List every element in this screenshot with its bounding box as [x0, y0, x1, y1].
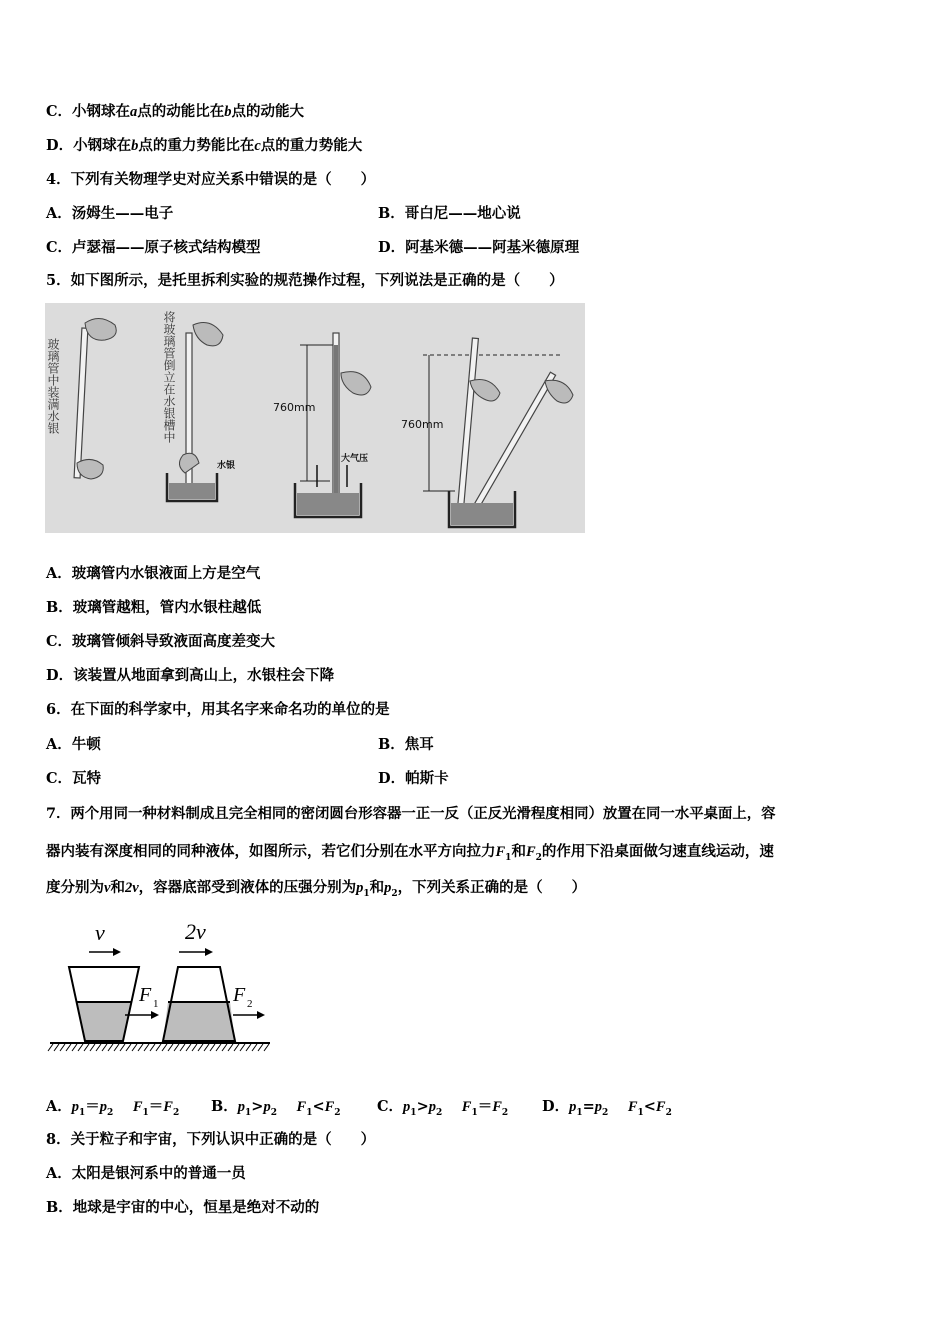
relation: < — [312, 1098, 325, 1115]
text: 和 — [511, 843, 526, 860]
q7-options-row — [46, 1097, 672, 1123]
option-label: A． — [46, 1098, 72, 1115]
option-label: C． — [46, 103, 73, 120]
label-f2: F — [233, 984, 246, 1006]
text: 小钢球在 — [73, 137, 132, 154]
text: 小钢球在 — [72, 103, 131, 120]
sub: 1 — [505, 852, 512, 863]
option-label: D． — [46, 137, 74, 154]
label-f2-sub: 2 — [247, 998, 253, 1010]
var-f1: F — [495, 844, 506, 860]
label-760mm-right: 760mm — [401, 418, 444, 431]
var-c: c — [254, 138, 261, 154]
label-fill-tube: 玻璃管中装满水银 — [46, 338, 60, 434]
q5-option-a: A．玻璃管内水银液面上方是空气 — [46, 565, 261, 582]
q7-option-b: B．$p_1>p_2$ $F_1<F_2$ — [211, 1098, 341, 1118]
sub: 1 — [363, 888, 370, 899]
label-v: v — [95, 920, 105, 945]
text: 和 — [369, 879, 385, 896]
var-b: b — [131, 138, 139, 154]
q7-stem-line3 — [46, 878, 586, 904]
q6-option-a: A．牛顿 — [46, 736, 101, 753]
text: 点的动能大 — [231, 103, 305, 120]
ground-hatch — [48, 1044, 269, 1051]
q7-stem-line1: 7．两个用同一种材料制成且完全相同的密闭圆台形容器一正一反（正反光滑程度相同）放置在同一水平桌面上，容 — [46, 805, 776, 822]
label-invert-tube: 将玻璃管倒立在水银槽中 — [162, 311, 176, 443]
var-2v: 2v — [124, 880, 139, 896]
q5-option-c: C．玻璃管倾斜导致液面高度差变大 — [46, 633, 276, 650]
q6-stem: 6．在下面的科学家中，用其名字来命名功的单位的是 — [46, 701, 390, 718]
q5-stem: 5．如下图所示，是托里拆利实验的规范操作过程，下列说法是正确的是（ ） — [46, 272, 564, 289]
q4-option-c: C．卢瑟福——原子核式结构模型 — [46, 239, 261, 256]
text: 点的重力势能比在 — [138, 137, 255, 154]
var-f2: F — [525, 844, 536, 860]
q6-option-c: C．瓦特 — [46, 770, 102, 787]
text: 度分别为 — [46, 879, 104, 896]
label-f1-sub: 1 — [153, 998, 159, 1010]
option-label: B． — [211, 1098, 238, 1115]
q6-option-d: D．帕斯卡 — [378, 770, 449, 787]
q7-option-d: D．$p_1=p_2$ $F_1<F_2$ — [542, 1098, 672, 1118]
q8-option-b: B．地球是宇宙的中心，恒星是绝对不动的 — [46, 1199, 320, 1216]
relation: ＝ — [148, 1098, 164, 1115]
q7-option-c: C．$p_1>p_2$ $F_1=F_2$ — [377, 1098, 509, 1118]
text: 和 — [110, 879, 125, 896]
q5-option-b: B．玻璃管越粗，管内水银柱越低 — [46, 599, 262, 616]
q5-option-d: D．该装置从地面拿到高山上，水银柱会下降 — [46, 667, 335, 684]
text: 器内装有深度相同的同种液体，如图所示，若它们分别在水平方向拉力 — [46, 843, 496, 860]
text: 点的重力势能大 — [260, 137, 363, 154]
relation: < — [643, 1098, 656, 1115]
q4-option-b: B．哥白尼——地心说 — [378, 205, 521, 222]
label-atmosphere: 大气压 — [341, 454, 369, 464]
q4-stem: 4．下列有关物理学史对应关系中错误的是（ ） — [46, 171, 376, 188]
torricelli-experiment-figure — [45, 303, 585, 533]
option-label: C． — [377, 1098, 404, 1115]
option-label: D． — [542, 1098, 570, 1115]
q4-option-d: D．阿基米德——阿基米德原理 — [378, 239, 580, 256]
var-a: a — [130, 104, 138, 120]
text: ，下列关系正确的是（ ） — [397, 879, 587, 896]
container-upright — [69, 967, 139, 1041]
container-inverted — [163, 967, 235, 1041]
relation: ＝ — [477, 1098, 493, 1115]
relation: > — [416, 1098, 429, 1115]
label-f1: F — [139, 984, 152, 1006]
var-v: v — [104, 880, 111, 896]
sub: 2 — [535, 852, 542, 863]
q3-option-d — [46, 136, 362, 156]
text: ，容器底部受到液体的压强分别为 — [138, 879, 357, 896]
text: 点的动能比在 — [137, 103, 225, 120]
q7-stem-line2 — [46, 842, 774, 868]
var-b: b — [224, 104, 232, 120]
var-p2: p — [384, 880, 392, 896]
q4-option-a: A．汤姆生——电子 — [46, 205, 174, 222]
label-760mm-left: 760mm — [273, 401, 316, 414]
var-p1: p — [356, 880, 364, 896]
sub: 2 — [391, 888, 398, 899]
label-mercury: 水银 — [217, 461, 236, 471]
q3-option-c — [46, 102, 304, 122]
containers-figure — [45, 915, 275, 1060]
label-2v: 2v — [185, 919, 206, 944]
q8-option-a: A．太阳是银河系中的普通一员 — [46, 1165, 246, 1182]
relation: ＝ — [85, 1098, 100, 1115]
q7-option-a: A．$p_1=p_2$ $F_1=F_2$ — [46, 1098, 180, 1118]
relation: = — [582, 1098, 595, 1115]
q8-stem: 8．关于粒子和宇宙，下列认识中正确的是（ ） — [46, 1131, 376, 1148]
q6-option-b: B．焦耳 — [378, 736, 434, 753]
relation: > — [251, 1098, 264, 1115]
text: 的作用下沿桌面做匀速直线运动，速 — [541, 843, 774, 860]
